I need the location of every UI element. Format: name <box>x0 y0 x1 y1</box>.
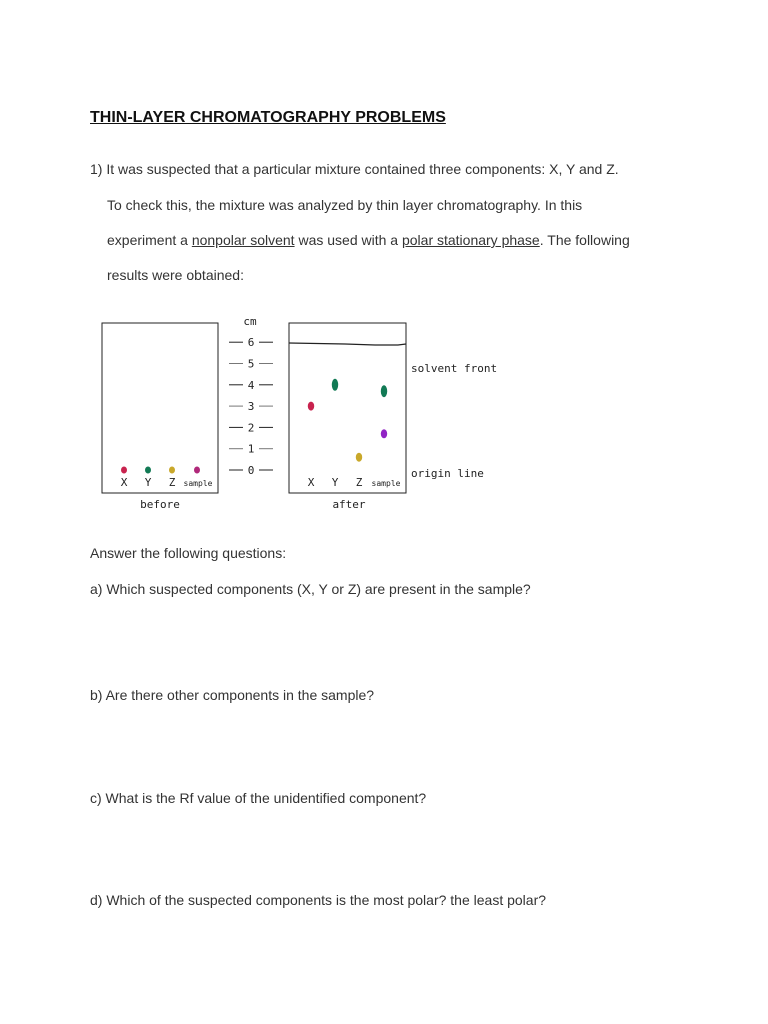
solvent-front-line <box>289 343 406 345</box>
after-spot-y-0 <box>332 379 338 391</box>
after-spot-sample-1 <box>381 429 387 438</box>
intro-line-4: results were obtained: <box>107 267 244 283</box>
polar-stationary-phase-text: polar stationary phase <box>401 232 540 248</box>
scale-unit: cm <box>243 315 257 328</box>
scale-label-5: 5 <box>247 357 255 371</box>
scale-label-4: 4 <box>247 378 255 392</box>
after-lane-label-x: X <box>307 476 315 489</box>
before-lane-label-z: Z <box>168 476 176 489</box>
after-spot-z-0 <box>356 453 362 462</box>
before-lane-label-x: X <box>120 476 128 489</box>
nonpolar-solvent-text: nonpolar solvent <box>191 232 295 248</box>
intro-line-1: 1) It was suspected that a particular mixture contained three components: X, Y and Z. <box>90 161 619 177</box>
origin-line-label: origin line <box>411 467 484 480</box>
before-spot-z <box>169 467 175 474</box>
question-a: a) Which suspected components (X, Y or Z) are present in the sample? <box>90 581 531 597</box>
scale-label-6: 6 <box>247 336 255 350</box>
after-plate <box>289 323 406 493</box>
before-lane-label-y: Y <box>144 476 152 489</box>
question-b: b) Are there other components in the sample? <box>90 687 375 703</box>
scale-label-0: 0 <box>247 464 255 477</box>
intro-line-3-pre: experiment a <box>107 232 192 248</box>
intro-line-3-mid: was used with a <box>294 232 402 248</box>
page-title: THIN-LAYER CHROMATOGRAPHY PROBLEMS <box>90 109 446 126</box>
after-lane-label-y: Y <box>331 476 339 489</box>
intro-line-2: To check this, the mixture was analyzed by thin layer chromatography. In this <box>107 197 583 213</box>
questions-heading: Answer the following questions: <box>90 545 287 561</box>
after-spot-x-0 <box>308 402 314 411</box>
tlc-figure <box>0 305 768 535</box>
scale <box>229 336 273 477</box>
before-caption: before <box>140 498 180 511</box>
after-lane-label-sample: sample <box>371 479 401 488</box>
scale-label-1: 1 <box>247 442 255 456</box>
after-lane-label-z: Z <box>355 476 363 489</box>
after-caption: after <box>332 498 366 511</box>
before-lane-label-sample: sample <box>183 479 213 488</box>
scale-label-2: 2 <box>247 421 255 435</box>
intro-line-3-post: . The following <box>539 232 630 248</box>
after-plate-spots <box>308 379 401 489</box>
after-spot-sample-0 <box>381 385 387 397</box>
before-plate-spots <box>121 467 213 490</box>
before-plate <box>102 323 218 493</box>
solvent-front-label: solvent front <box>411 362 498 375</box>
before-spot-y <box>145 467 151 474</box>
before-spot-x <box>121 467 127 474</box>
question-c: c) What is the Rf value of the unidentified component? <box>90 790 427 806</box>
question-d: d) Which of the suspected components is the most polar? the least polar? <box>90 892 547 908</box>
before-spot-sample <box>194 467 200 474</box>
scale-label-3: 3 <box>247 400 255 414</box>
intro-line-3 <box>107 232 630 248</box>
